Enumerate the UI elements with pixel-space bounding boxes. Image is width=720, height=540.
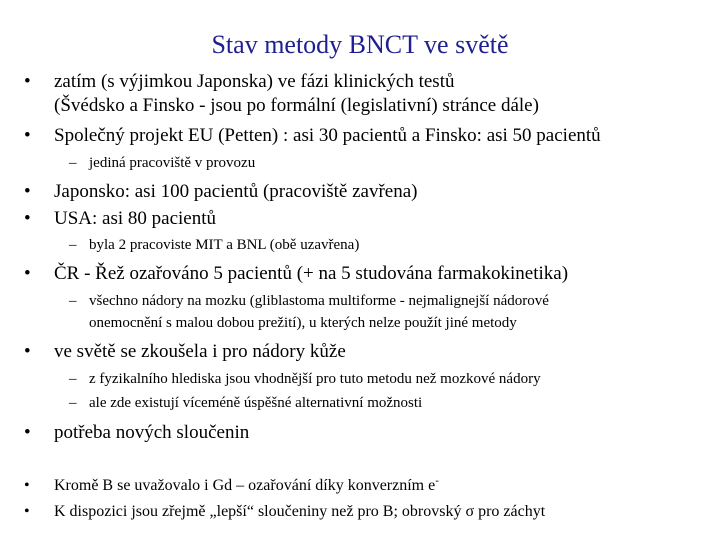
sub-bullet-text: ale zde existují víceméně úspěšné alternativní možnosti	[89, 395, 423, 411]
bullet-text	[54, 475, 714, 497]
bullet-symbol: •	[24, 181, 31, 202]
bullet-symbol: •	[24, 263, 31, 284]
dash-symbol: –	[69, 155, 77, 171]
sub-bullet-text: byla 2 pracoviste MIT a BNL (obě uzavřena)	[89, 237, 360, 253]
dash-symbol: –	[69, 395, 77, 411]
bullet-text: Japonsko: asi 100 pacientů (pracoviště zavřena)	[54, 181, 418, 202]
bullet-symbol: •	[24, 208, 31, 229]
dash-symbol: –	[69, 237, 77, 253]
superscript: -	[435, 474, 439, 487]
bullet-text: USA: asi 80 pacientů	[54, 208, 217, 229]
bullet-text: K dispozici jsou zřejmě „lepší“ sloučeniny než pro B; obrovský σ pro záchyt	[54, 503, 546, 520]
bullet-symbol: •	[24, 477, 30, 494]
bullet-text: zatím (s výjimkou Japonska) ve fázi klinických testů	[54, 71, 455, 92]
dash-symbol: –	[69, 293, 77, 309]
bullet-symbol: •	[24, 503, 30, 520]
bullet-text: potřeba nových sloučenin	[54, 422, 250, 443]
sub-bullet-text: onemocnění s malou dobou prežití), u kterých nelze použít jiné metody	[89, 315, 517, 331]
bullet-symbol: •	[24, 71, 31, 92]
bullet-text: ČR - Řež ozařováno 5 pacientů (+ na 5 studována farmakokinetika)	[54, 263, 569, 284]
bullet-symbol: •	[24, 341, 31, 362]
slide-title: Stav metody BNCT ve světě	[211, 30, 509, 59]
sub-bullet-text: jediná pracoviště v provozu	[89, 155, 256, 171]
bullet-symbol: •	[24, 125, 31, 146]
bullet-text: (Švédsko a Finsko - jsou po formální (legislativní) stránce dále)	[54, 95, 539, 116]
bullet-text: Společný projekt EU (Petten) : asi 30 pacientů a Finsko: asi 50 pacientů	[54, 125, 601, 146]
bullet-text: ve světě se zkoušela i pro nádory kůže	[54, 341, 346, 362]
sub-bullet-text: všechno nádory na mozku (gliblastoma multiforme - nejmalignejší nádorové	[89, 293, 549, 309]
bullet-symbol: •	[24, 422, 31, 443]
sub-bullet-text: z fyzikalního hlediska jsou vhodnější pro tuto metodu než mozkové nádory	[89, 371, 541, 387]
bullet-text-main: Kromě B se uvažovalo i Gd – ozařování díky konverzním e	[54, 477, 436, 494]
dash-symbol: –	[69, 371, 77, 387]
